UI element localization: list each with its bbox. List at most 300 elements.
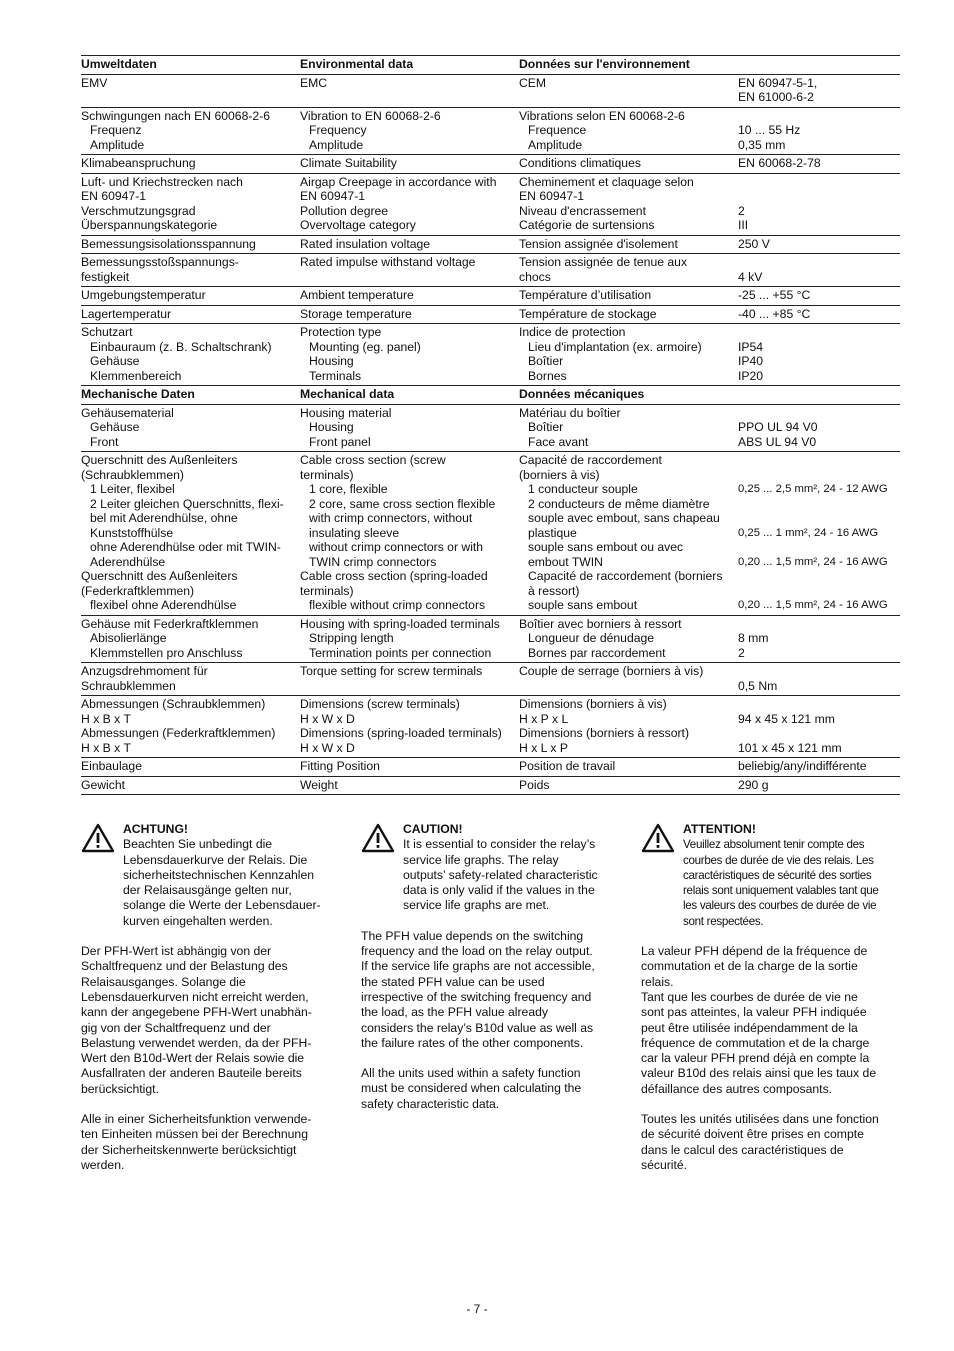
- cell-line: Gehäuse mit Federkraftklemmen: [81, 616, 259, 631]
- table-row: [81, 324, 900, 386]
- cell-line: [738, 109, 900, 124]
- cell-line: Frequenz: [90, 123, 142, 137]
- cell-line: Anzugsdrehmoment für: [81, 664, 208, 678]
- cell-line: Aderendhülse: [90, 554, 166, 569]
- cell-line: Abisolierlänge: [90, 631, 167, 645]
- cell-french: [519, 155, 738, 174]
- cell-line: with crimp connectors, without: [309, 511, 473, 525]
- cell-line: souple sans embout: [528, 598, 638, 612]
- notes-german: [81, 822, 341, 1173]
- cell-french: [519, 287, 738, 306]
- cell-line: Cheminement et claquage selon: [519, 174, 694, 189]
- cell-line: EN 61000-6-2: [738, 90, 814, 104]
- cell-line: Données sur l'environnement: [519, 57, 690, 71]
- text-line: All the units used within a safety function: [361, 1066, 581, 1081]
- cell-line: Schraubklemmen: [81, 678, 176, 693]
- cell-french: [519, 663, 738, 696]
- cell-line: (Federkraftklemmen): [81, 583, 195, 598]
- cell-line: EMC: [300, 75, 328, 90]
- cell-english: [300, 386, 519, 405]
- table-row: [81, 776, 900, 795]
- text-line: der Relaisausgänge gelten nur,: [123, 883, 292, 898]
- warning-triangle-icon: [361, 823, 395, 853]
- text-line: relais.: [641, 974, 674, 989]
- text-line: the stated PFH value can be used: [361, 974, 545, 989]
- text-line: relais sont uniquement valables tant que: [683, 884, 879, 898]
- cell-line: chocs: [519, 269, 551, 284]
- cell-value: [738, 386, 900, 405]
- cell-line: Dimensions (spring-loaded terminals): [300, 726, 502, 740]
- cell-line: Longueur de dénudage: [528, 631, 655, 645]
- table-row: [81, 74, 900, 107]
- text-line: irrespective of the switching frequency and: [361, 989, 592, 1004]
- cell-line: Verschmutzungsgrad: [81, 203, 196, 218]
- text-line: Tant que les courbes de durée de vie ne: [641, 989, 858, 1004]
- cell-line: Indice de protection: [519, 325, 626, 339]
- warning-triangle-icon: [81, 823, 115, 853]
- cell-line: [738, 697, 900, 712]
- cell-value: [738, 74, 900, 107]
- cell-english: [300, 663, 519, 696]
- cell-german: [81, 254, 300, 287]
- text-line: défaillance des autres composants.: [641, 1081, 833, 1096]
- cell-value: [738, 404, 900, 452]
- cell-line: à ressort): [528, 583, 580, 598]
- cell-line: Stripping length: [309, 631, 394, 645]
- text-line: If the service life graphs are not accessible,: [361, 959, 595, 974]
- cell-line: festigkeit: [81, 269, 130, 284]
- cell-line: 1 core, flexible: [309, 482, 388, 496]
- cell-line: Dimensions (borniers à vis): [519, 697, 667, 711]
- cell-line: H x W x D: [300, 740, 355, 755]
- text-line: outputs’ safety-related characteristic: [403, 867, 598, 882]
- cell-line: Abmessungen (Federkraftklemmen): [81, 726, 276, 740]
- text-line: Toutes les unités utilisées dans une fonction: [641, 1112, 879, 1127]
- paragraph-pfh: [361, 929, 621, 1051]
- cell-line: 94 x 45 x 121 mm: [738, 711, 835, 726]
- text-line: kurven eingehalten werden.: [123, 913, 273, 928]
- cell-value: [738, 615, 900, 663]
- warning-title: ACHTUNG!: [123, 822, 188, 836]
- cell-line: EMV: [81, 75, 108, 90]
- cell-german: [81, 74, 300, 107]
- text-line: Veuillez absolument tenir compte des: [683, 838, 865, 852]
- text-line: Belastung verwendet werden, da der PFH-: [81, 1035, 312, 1050]
- cell-english: [300, 56, 519, 75]
- text-line: the load, as the PFH value already: [361, 1005, 548, 1020]
- cell-german: [81, 663, 300, 696]
- cell-line: souple sans embout ou avec: [528, 540, 684, 554]
- cell-line: embout TWIN: [528, 554, 603, 569]
- cell-french: [519, 386, 738, 405]
- cell-line: Niveau d'encrassement: [519, 203, 646, 218]
- notes-french: [641, 822, 901, 1173]
- cell-line: 0,5 Nm: [738, 678, 778, 693]
- text-line: commutation et de la charge de la sortie: [641, 959, 858, 974]
- cell-line: IP40: [738, 354, 764, 368]
- text-line: Der PFH-Wert ist abhängig von der: [81, 944, 272, 959]
- cell-line: [738, 540, 900, 555]
- text-line: Alle in einer Sicherheitsfunktion verwende-: [81, 1112, 312, 1127]
- cell-german: [81, 287, 300, 306]
- cell-line: (borniers à vis): [519, 467, 600, 482]
- text-line: Wert den B10d-Wert der Relais sowie die: [81, 1051, 305, 1066]
- cell-line: Schutzart: [81, 325, 133, 339]
- table-row: [81, 235, 900, 254]
- cell-french: [519, 696, 738, 758]
- cell-line: Gehäusematerial: [81, 405, 174, 420]
- cell-line: Überspannungskategorie: [81, 218, 218, 232]
- cell-line: Couple de serrage (borniers à vis): [519, 664, 704, 678]
- text-line: courbes de durée de vie des relais. Les: [683, 853, 874, 867]
- warning-box-french: [641, 822, 901, 929]
- warning-text: [123, 837, 341, 929]
- cell-line: [738, 406, 900, 421]
- cell-line: 101 x 45 x 121 mm: [738, 740, 842, 755]
- cell-line: Environmental data: [300, 57, 414, 71]
- cell-line: 4 kV: [738, 269, 763, 284]
- cell-value: [738, 696, 900, 758]
- table-row: [81, 615, 900, 663]
- cell-line: 10 ... 55 Hz: [738, 123, 801, 137]
- paragraph-safety-units: [361, 1066, 621, 1112]
- cell-line: Amplitude: [309, 137, 364, 152]
- cell-line: Klimabeanspruchung: [81, 156, 196, 170]
- cell-value: [738, 758, 900, 777]
- cell-english: [300, 758, 519, 777]
- cell-line: Front: [90, 434, 119, 449]
- text-line: service life graphs. The relay: [403, 852, 559, 867]
- paragraph-pfh: [641, 944, 901, 1097]
- table-row: [81, 696, 900, 758]
- cell-line: terminals): [300, 467, 354, 482]
- cell-line: Bornes: [528, 368, 567, 383]
- table-row: [81, 254, 900, 287]
- cell-line: Fitting Position: [300, 759, 380, 773]
- cell-line: Climate Suitability: [300, 156, 397, 170]
- cell-line: [738, 726, 900, 741]
- cell-english: [300, 615, 519, 663]
- cell-line: [738, 57, 900, 72]
- cell-line: plastique: [528, 525, 577, 540]
- text-line: Beachten Sie unbedingt die: [123, 837, 273, 852]
- cell-line: flexibel ohne Aderendhülse: [90, 598, 237, 612]
- text-line: de sécurité doivent être prises en compte: [641, 1127, 864, 1142]
- cell-line: Cable cross section (spring-loaded: [300, 569, 488, 583]
- cell-line: (Schraubklemmen): [81, 467, 184, 482]
- cell-line: Storage temperature: [300, 306, 412, 321]
- cell-line: Boîtier: [528, 420, 564, 434]
- cell-line: Frequence: [528, 123, 587, 137]
- cell-line: Rated insulation voltage: [300, 236, 431, 251]
- cell-line: H x P x L: [519, 711, 569, 726]
- cell-value: [738, 56, 900, 75]
- cell-line: flexible without crimp connectors: [309, 598, 486, 612]
- cell-line: Bemessungsstoßspannungs-: [81, 255, 239, 269]
- cell-line: Kunststoffhülse: [90, 525, 174, 540]
- cell-french: [519, 56, 738, 75]
- cell-line: 8 mm: [738, 631, 769, 645]
- cell-line: H x B x T: [81, 711, 131, 726]
- cell-line: 0,25 ... 1 mm², 24 - 16 AWG: [738, 526, 879, 539]
- text-line: solange die Werte der Lebensdauer-: [123, 898, 321, 913]
- cell-line: Torque setting for screw terminals: [300, 664, 483, 678]
- text-line: data is only valid if the values in the: [403, 883, 595, 898]
- cell-line: Capacité de raccordement: [519, 453, 662, 467]
- table-row: [81, 107, 900, 155]
- cell-line: 2: [738, 645, 745, 660]
- text-line: berücksichtigt.: [81, 1081, 159, 1096]
- paragraph-safety-units: [641, 1112, 901, 1173]
- cell-line: PPO UL 94 V0: [738, 420, 818, 434]
- cell-line: H x L x P: [519, 740, 568, 755]
- text-line: caractéristiques de sécurité des sorties: [683, 868, 872, 882]
- cell-german: [81, 305, 300, 324]
- cell-line: TWIN crimp connectors: [309, 554, 437, 569]
- cell-line: Bemessungsisolationsspannung: [81, 236, 256, 251]
- cell-line: Poids: [519, 777, 550, 792]
- cell-german: [81, 56, 300, 75]
- warning-title: ATTENTION!: [683, 822, 756, 836]
- cell-line: Vibrations selon EN 60068-2-6: [519, 108, 685, 123]
- cell-line: Tension assignée de tenue aux: [519, 255, 688, 269]
- technical-data-table: [81, 55, 900, 795]
- cell-line: Gewicht: [81, 777, 126, 792]
- cell-line: EN 60947-1: [300, 189, 366, 203]
- cell-line: 250 V: [738, 236, 770, 251]
- cell-line: EN 60068-2-78: [738, 156, 821, 170]
- cell-line: Querschnitt des Außenleiters: [81, 569, 238, 583]
- text-line: car la valeur PFH prend déjà en compte la: [641, 1051, 870, 1066]
- cell-line: -40 ... +85 °C: [738, 306, 811, 321]
- cell-english: [300, 287, 519, 306]
- cell-line: Querschnitt des Außenleiters: [81, 453, 238, 467]
- cell-line: Capacité de raccordement (borniers: [528, 569, 723, 583]
- cell-french: [519, 776, 738, 795]
- cell-german: [81, 235, 300, 254]
- cell-line: Umgebungstemperatur: [81, 288, 206, 302]
- cell-line: [738, 189, 900, 204]
- text-line: les valeurs des courbes de durée de vie: [683, 899, 877, 913]
- cell-line: Tension assignée d'isolement: [519, 236, 678, 251]
- text-line: valeur B10d des relais ainsi que les taux de: [641, 1066, 877, 1081]
- cell-line: Housing material: [300, 405, 392, 420]
- cell-line: Terminals: [309, 368, 362, 383]
- cell-line: 2: [738, 203, 745, 218]
- cell-french: [519, 452, 738, 616]
- cell-german: [81, 452, 300, 616]
- cell-value: [738, 663, 900, 696]
- cell-english: [300, 173, 519, 235]
- cell-line: Rated impulse withstand voltage: [300, 255, 476, 269]
- cell-line: Température d’utilisation: [519, 288, 652, 302]
- cell-line: ohne Aderendhülse oder mit TWIN-: [90, 540, 281, 554]
- cell-line: Gehäuse: [90, 420, 140, 434]
- text-line: safety characteristic data.: [361, 1096, 500, 1111]
- cell-line: [738, 325, 900, 340]
- cell-line: Protection type: [300, 325, 382, 339]
- table-row: [81, 305, 900, 324]
- cell-german: [81, 173, 300, 235]
- cell-german: [81, 324, 300, 386]
- text-line: La valeur PFH dépend de la fréquence de: [641, 944, 868, 959]
- cell-line: Conditions climatiques: [519, 156, 641, 170]
- table-row: [81, 452, 900, 616]
- cell-line: [738, 387, 900, 402]
- cell-french: [519, 254, 738, 287]
- cell-line: Cable cross section (screw: [300, 453, 446, 467]
- cell-line: 290 g: [738, 777, 769, 792]
- cell-line: 1 conducteur souple: [528, 482, 638, 496]
- text-line: der Sicherheitskennwerte berücksichtigt: [81, 1142, 297, 1157]
- cell-line: Front panel: [309, 434, 371, 449]
- cell-line: EN 60947-1: [81, 189, 147, 203]
- warning-box-german: [81, 822, 341, 929]
- cell-line: Abmessungen (Schraubklemmen): [81, 697, 266, 711]
- section-header-row: [81, 386, 900, 405]
- cell-line: Catégorie de surtensions: [519, 218, 655, 232]
- cell-line: III: [738, 218, 749, 232]
- text-line: peut être utilisée indépendamment de la: [641, 1020, 858, 1035]
- text-line: dans le calcul des caractéristiques de: [641, 1142, 844, 1157]
- cell-french: [519, 74, 738, 107]
- cell-line: 2 conducteurs de même diamètre: [528, 496, 710, 511]
- cell-line: Bornes par raccordement: [528, 645, 666, 660]
- cell-line: souple avec embout, sans chapeau: [528, 511, 720, 525]
- text-line: It is essential to consider the relay’s: [403, 837, 596, 852]
- cell-line: Matériau du boîtier: [519, 405, 621, 420]
- cell-line: H x B x T: [81, 740, 131, 755]
- cell-line: Lieu d'implantation (ex. armoire): [528, 339, 702, 354]
- cell-line: [738, 175, 900, 190]
- cell-line: Housing: [309, 354, 354, 368]
- cell-line: Einbauraum (z. B. Schaltschrank): [90, 339, 272, 354]
- table-row: [81, 155, 900, 174]
- cell-line: [738, 664, 900, 679]
- cell-line: Pollution degree: [300, 203, 389, 218]
- cell-line: beliebig/any/indifférente: [738, 759, 867, 773]
- cell-line: without crimp connectors or with: [309, 540, 484, 554]
- warning-title: CAUTION!: [403, 822, 463, 836]
- cell-french: [519, 324, 738, 386]
- cell-english: [300, 74, 519, 107]
- cell-line: 0,25 ... 2,5 mm², 24 - 12 AWG: [738, 483, 888, 495]
- cell-line: Schwingungen nach EN 60068-2-6: [81, 108, 271, 123]
- cell-line: Einbaulage: [81, 759, 142, 773]
- cell-value: [738, 776, 900, 795]
- cell-line: [738, 468, 900, 483]
- cell-line: Dimensions (borniers à ressort): [519, 726, 690, 740]
- table-row: [81, 758, 900, 777]
- cell-english: [300, 696, 519, 758]
- cell-german: [81, 386, 300, 405]
- text-line: frequency and the load on the relay output.: [361, 944, 593, 959]
- text-line: Schaltfrequenz und der Belastung des: [81, 959, 288, 974]
- cell-line: 2 Leiter gleichen Querschnitts, flexi-: [90, 496, 284, 511]
- cell-line: Face avant: [528, 434, 589, 449]
- cell-german: [81, 696, 300, 758]
- cell-german: [81, 758, 300, 777]
- cell-line: IP54: [738, 339, 764, 354]
- cell-line: Housing: [309, 420, 354, 434]
- warning-triangle-icon: [641, 823, 675, 853]
- text-line: must be considered when calculating the: [361, 1081, 582, 1096]
- cell-french: [519, 404, 738, 452]
- cell-german: [81, 615, 300, 663]
- table-row: [81, 404, 900, 452]
- cell-line: [738, 569, 900, 584]
- cell-line: Boîtier avec borniers à ressort: [519, 616, 682, 631]
- cell-line: Mounting (eg. panel): [309, 339, 421, 354]
- cell-line: bel mit Aderendhülse, ohne: [90, 511, 238, 525]
- cell-english: [300, 254, 519, 287]
- cell-line: Luft- und Kriechstrecken nach: [81, 174, 243, 189]
- cell-french: [519, 305, 738, 324]
- text-line: ten Einheiten müssen bei der Berechnung: [81, 1127, 308, 1142]
- notes-english: [361, 822, 621, 1112]
- text-line: service life graphs are met.: [403, 898, 550, 913]
- cell-value: [738, 173, 900, 235]
- cell-value: [738, 107, 900, 155]
- cell-french: [519, 107, 738, 155]
- warning-box-english: [361, 822, 621, 914]
- cell-line: [738, 617, 900, 632]
- cell-line: Position de travail: [519, 759, 616, 773]
- cell-line: Overvoltage category: [300, 218, 416, 232]
- text-line: considers the relay’s B10d value as well as: [361, 1020, 594, 1035]
- cell-line: 0,20 ... 1,5 mm², 24 - 16 AWG: [738, 599, 888, 611]
- cell-line: [738, 584, 900, 599]
- text-line: sécurité.: [641, 1157, 688, 1172]
- cell-french: [519, 173, 738, 235]
- text-line: sicherheitstechnischen Kennzahlen: [123, 867, 315, 882]
- cell-german: [81, 776, 300, 795]
- cell-line: Vibration to EN 60068-2-6: [300, 108, 441, 123]
- text-line: kann der angegebene PFH-Wert unabhän-: [81, 1005, 312, 1020]
- cell-english: [300, 235, 519, 254]
- cell-line: Termination points per connection: [309, 645, 492, 660]
- cell-line: ABS UL 94 V0: [738, 434, 817, 449]
- cell-french: [519, 758, 738, 777]
- cell-line: [738, 453, 900, 468]
- text-line: Lebensdauerkurve der Relais. Die: [123, 852, 308, 867]
- cell-line: IP20: [738, 368, 764, 383]
- warning-text: [683, 837, 901, 929]
- cell-value: [738, 155, 900, 174]
- cell-line: Mechanical data: [300, 387, 395, 401]
- cell-line: Boîtier: [528, 354, 564, 368]
- table-row: [81, 287, 900, 306]
- text-line: The PFH value depends on the switching: [361, 928, 584, 943]
- cell-value: [738, 235, 900, 254]
- cell-line: [738, 511, 900, 526]
- cell-line: Weight: [300, 777, 338, 792]
- cell-english: [300, 155, 519, 174]
- cell-line: 0,20 ... 1,5 mm², 24 - 16 AWG: [738, 555, 888, 568]
- cell-german: [81, 404, 300, 452]
- cell-line: H x W x D: [300, 711, 355, 726]
- cell-value: [738, 305, 900, 324]
- cell-english: [300, 305, 519, 324]
- paragraph-pfh: [81, 944, 341, 1097]
- cell-line: EN 60947-5-1,: [738, 75, 818, 90]
- cell-french: [519, 235, 738, 254]
- cell-line: insulating sleeve: [309, 525, 400, 540]
- cell-line: [738, 497, 900, 512]
- cell-value: [738, 287, 900, 306]
- text-line: Lebensdauerkurven nicht erreicht werden,: [81, 989, 309, 1004]
- cell-line: 1 Leiter, flexibel: [90, 482, 175, 496]
